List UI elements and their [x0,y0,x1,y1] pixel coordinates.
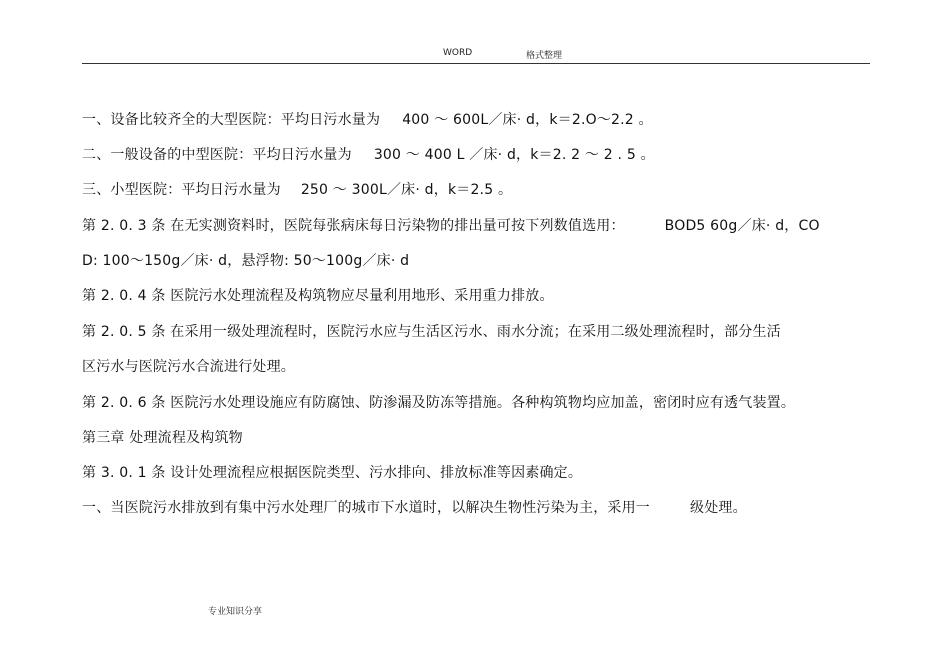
text-line [82,287,554,305]
text-segment: 300 ～ 400 L ／床· d，k＝2. 2 ～ 2 . 5 。 [373,147,655,163]
page-footer: 专业知识分享 [208,607,263,617]
header-divider [82,63,870,64]
text-line [82,464,582,482]
text-segment: 第 2. 0. 6 条 医院污水处理设施应有防腐蚀、防渗漏及防冻等措施。各种构筑物均应加盖，密闭时应有透气装置。 [82,395,796,411]
header-left-text: WORD [443,48,473,58]
page-header [0,48,950,62]
text-segment: 第 2. 0. 5 条 在采用一级处理流程时，医院污水应与生活区污水、雨水分流；在采用二级处理流程时，部分生活 [82,324,781,340]
text-segment: 250 ～ 300L／床· d，k＝2.5 。 [300,182,513,198]
text-line [82,146,655,164]
chapter-heading [82,429,243,447]
text-line [82,323,781,341]
text-segment: 级处理。 [690,500,747,516]
text-segment: 第 2. 0. 4 条 医院污水处理流程及构筑物应尽量利用地形、采用重力排放。 [82,288,554,304]
text-line [82,252,409,270]
text-segment: 三、小型医院：平均日污水量为 [82,182,281,198]
text-segment: 第 2. 0. 3 条 在无实测资料时，医院每张病床每日污染物的排出量可按下列数值选用： [82,218,625,234]
text-segment: 二、一般设备的中型医院：平均日污水量为 [82,147,352,163]
text-segment: 第 3. 0. 1 条 设计处理流程应根据医院类型、污水排向、排放标准等因素确定。 [82,465,583,481]
text-segment: 第三章 处理流程及构筑物 [82,430,243,446]
text-segment: 一、设备比较齐全的大型医院：平均日污水量为 [82,112,381,128]
text-line [82,111,653,129]
text-line [82,181,512,199]
text-segment: 区污水与医院污水合流进行处理。 [82,359,295,375]
text-line [82,358,295,376]
text-segment: 400 ～ 600L／床· d，k＝2.O～2.2 。 [402,112,653,128]
text-line [82,217,820,235]
text-line [82,499,747,517]
text-segment: 一、当医院污水排放到有集中污水处理厂的城市下水道时，以解决生物性污染为主，采用一 [82,500,650,516]
text-segment: BOD5 60g／床· d，CO [664,218,820,234]
header-right-text: 格式整理 [526,51,563,61]
text-line [82,394,795,412]
text-segment: D: 100～150g／床· d，悬浮物: 50～100g／床· d [82,253,410,269]
